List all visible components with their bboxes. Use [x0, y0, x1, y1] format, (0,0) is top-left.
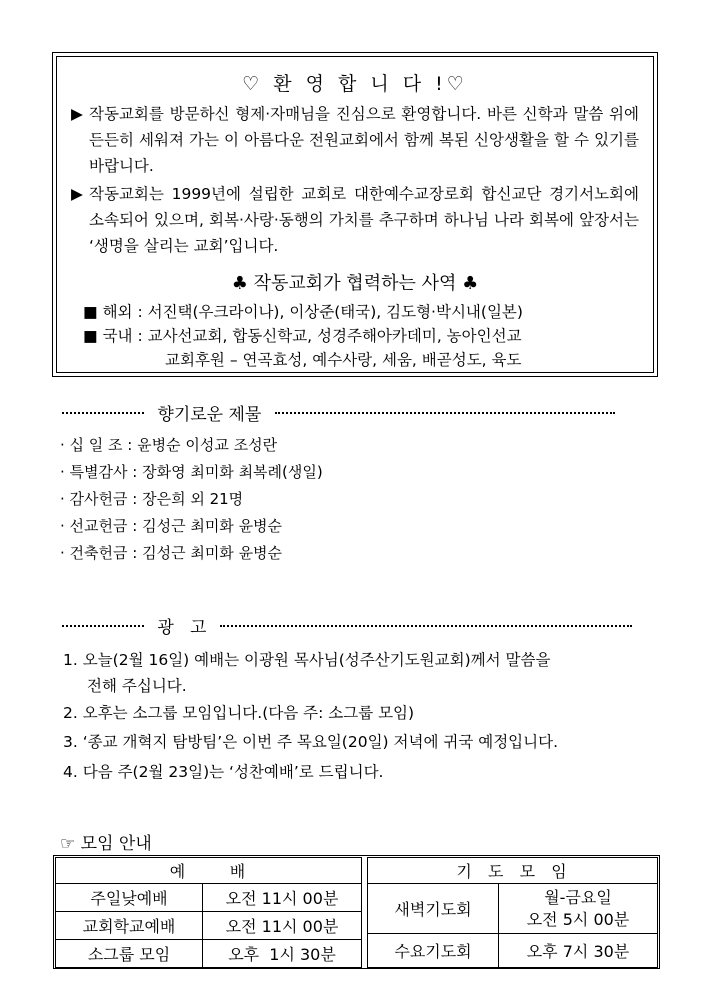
worship-name: 소그룹 모임 [56, 940, 203, 968]
offerings-heading-text: 향기로운 제물 [157, 405, 262, 425]
offering-item: · 선교헌금 : 김성근 최미화 윤병순 [60, 517, 283, 535]
announcement-item-continued: 전해 주십니다. [87, 677, 187, 695]
worship-name: 교회학교예배 [56, 912, 203, 940]
bullet-icon: ▶ [71, 105, 83, 123]
worship-time: 오전 11시 00분 [203, 912, 362, 940]
worship-schedule-table [55, 857, 362, 968]
announcement-item: 4. 다음 주(2월 23일)는 ‘성찬예배’로 드립니다. [63, 763, 384, 781]
announcements-heading-text: 광 고 [157, 618, 207, 638]
welcome-paragraph-1 [71, 101, 639, 179]
table-row [368, 884, 658, 934]
offering-item: · 감사헌금 : 장은희 외 21명 [60, 490, 244, 508]
table-row [56, 940, 362, 968]
dotted-rule [62, 625, 144, 627]
welcome-title: ♡ 환 영 합 니 다 !♡ [242, 73, 468, 95]
prayer-name: 수요기도회 [368, 934, 499, 968]
prayer-days: 월-금요일 [544, 887, 612, 907]
table-row [56, 912, 362, 940]
welcome-paragraph-1-text: 작동교회를 방문하신 형제·자매님을 진심으로 환영합니다. 바른 신학과 말씀 위에 든든히 세워져 가는 이 아름다운 전원교회에서 함께 복된 신앙생활을 할 수 있기를 바랍니다. [89, 105, 639, 175]
prayer-name: 새벽기도회 [368, 884, 499, 934]
mission-domestic-support: 교회후원 – 연곡효성, 예수사랑, 세움, 배곧성도, 육도 [165, 351, 522, 369]
table-row [368, 934, 658, 968]
announcement-item: 1. 오늘(2월 16일) 예배는 이광원 목사님(성주산기도원교회)께서 말씀을 [63, 651, 551, 669]
welcome-box [52, 52, 658, 377]
prayer-header: 기 도 모 임 [368, 858, 658, 884]
announcements-heading [62, 613, 632, 638]
dotted-rule [220, 625, 632, 627]
dotted-rule [62, 412, 144, 414]
welcome-inner-frame [56, 56, 654, 373]
offering-item: · 건축헌금 : 김성근 최미화 윤병순 [60, 544, 283, 562]
welcome-paragraph-2-text: 작동교회는 1999년에 설립한 교회로 대한예수교장로회 합신교단 경기서노회에 소속되어 있으며, 회복·사랑·동행의 가치를 추구하며 하나님 나라 회복에 앞장서는 ‘생명을 살리는 교회’입니다. [89, 185, 639, 255]
mission-domestic: ■ 국내 : 교사선교회, 합동신학교, 성경주해아카데미, 농아인선교 [83, 327, 522, 345]
dotted-rule [275, 412, 615, 414]
worship-time: 오후 1시 30분 [203, 940, 362, 968]
offering-item: · 십 일 조 : 윤병순 이성교 조성란 [60, 436, 278, 454]
prayer-time-value: 오전 5시 00분 [526, 909, 630, 929]
announcement-item: 3. ‘종교 개혁지 탐방팀’은 이번 주 목요일(20일) 저녁에 귀국 예정입니다. [63, 733, 559, 751]
announcement-item: 2. 오후는 소그룹 모임입니다.(다음 주: 소그룹 모임) [63, 704, 415, 722]
prayer-schedule-table [367, 857, 658, 968]
mission-overseas: ■ 해외 : 서진택(우크라이나), 이상준(태국), 김도형·박시내(일본) [83, 303, 523, 321]
meetings-heading: ☞ 모임 안내 [60, 834, 152, 854]
prayer-time [499, 884, 658, 934]
worship-header: 예 배 [56, 858, 362, 884]
welcome-paragraph-2 [71, 181, 639, 259]
table-row [56, 884, 362, 912]
prayer-time: 오후 7시 30분 [499, 934, 658, 968]
bullet-icon: ▶ [71, 185, 83, 203]
worship-name: 주일낮예배 [56, 884, 203, 912]
offering-item: · 특별감사 : 장화영 최미화 최복례(생일) [60, 463, 323, 481]
worship-time: 오전 11시 00분 [203, 884, 362, 912]
offerings-heading [62, 400, 615, 425]
mission-title: ♣ 작동교회가 협력하는 사역 ♣ [231, 273, 479, 294]
